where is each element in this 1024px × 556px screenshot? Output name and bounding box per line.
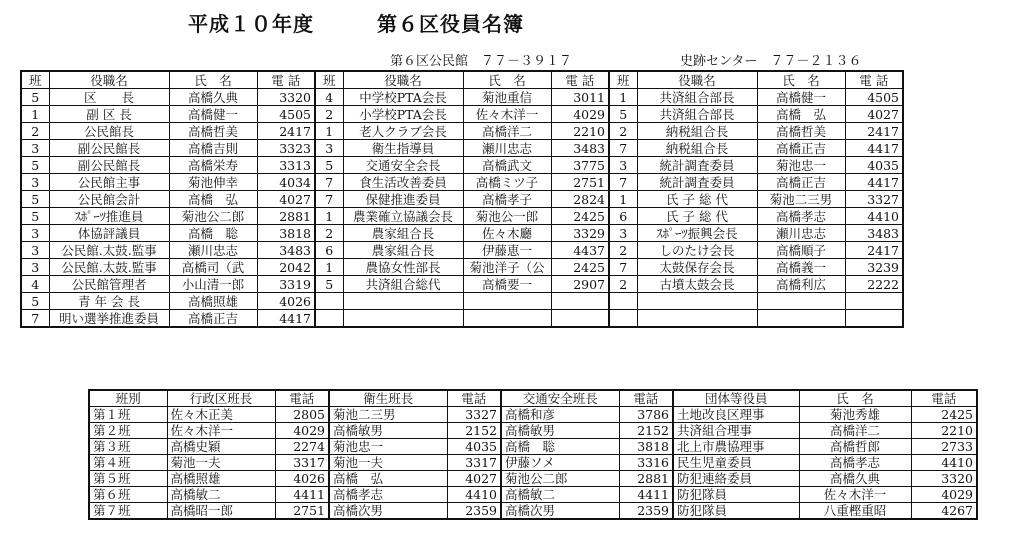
officer-row xyxy=(21,140,903,157)
officer-position-cell: 公民館会計 xyxy=(49,191,169,208)
phone-cell: 2805 xyxy=(275,407,329,423)
officer-group-cell: 7 xyxy=(609,259,637,276)
officer-phone-cell xyxy=(845,293,903,310)
officer-header-cell: 班 xyxy=(315,71,343,89)
group-cell: 第５班 xyxy=(89,471,167,487)
officer-name-cell: 高橋栄寿 xyxy=(169,157,257,174)
officer-position-cell: 統計調査委員 xyxy=(637,157,757,174)
contact-kominkan-name: 第６区公民館 xyxy=(390,54,469,69)
organization-cell: 共済組合理事 xyxy=(673,423,799,439)
phone-cell: 2359 xyxy=(619,503,673,520)
group-cell: 第４班 xyxy=(89,455,167,471)
phone-cell: 4029 xyxy=(911,487,977,503)
officer-group-cell: 5 xyxy=(21,191,49,208)
officer-group-cell: 2 xyxy=(609,123,637,140)
officer-row xyxy=(21,259,903,276)
officer-phone-cell: 3011 xyxy=(551,89,609,106)
officer-group-cell: 2 xyxy=(315,225,343,242)
officer-group-cell: 5 xyxy=(315,157,343,174)
officer-header-cell: 氏 名 xyxy=(757,71,845,89)
officer-row xyxy=(21,106,903,123)
officer-position-cell: 共済組合総代 xyxy=(343,276,463,293)
officer-name-cell: 高橋孝子 xyxy=(463,191,551,208)
officer-phone-cell: 4034 xyxy=(257,174,315,191)
group-cell: 第１班 xyxy=(89,407,167,423)
officer-phone-cell: 3775 xyxy=(551,157,609,174)
phone-cell: 2274 xyxy=(275,439,329,455)
page-title: 平成１０年度 第６区役員名簿 xyxy=(188,12,524,36)
officer-group-cell: 1 xyxy=(315,259,343,276)
group-leader-row xyxy=(89,471,977,487)
officer-row xyxy=(21,89,903,106)
officer-group-cell: 7 xyxy=(609,174,637,191)
officer-phone-cell: 4410 xyxy=(845,208,903,225)
officer-group-cell: 1 xyxy=(609,89,637,106)
group-leader-header-cell: 電話 xyxy=(275,390,329,407)
officer-row xyxy=(21,310,903,328)
officer-group-cell: 3 xyxy=(609,225,637,242)
officer-header-cell: 役職名 xyxy=(49,71,169,89)
officer-header-cell: 電 話 xyxy=(551,71,609,89)
officer-position-cell: 公民館主事 xyxy=(49,174,169,191)
officer-row xyxy=(21,123,903,140)
phone-cell: 2359 xyxy=(447,503,501,520)
officer-position-cell: 共済組合部長 xyxy=(637,89,757,106)
admin-leader-cell: 高橋敏二 xyxy=(167,487,275,503)
officer-row xyxy=(21,276,903,293)
officer-phone-cell: 4027 xyxy=(257,191,315,208)
health-leader-cell: 菊池二三男 xyxy=(329,407,447,423)
officer-name-cell: 高橋正吉 xyxy=(757,140,845,157)
traffic-leader-cell: 伊藤ソメ xyxy=(501,455,619,471)
phone-cell: 2881 xyxy=(619,471,673,487)
contact-shiseki-tel: ７７－２１３６ xyxy=(770,54,862,69)
officer-group-cell: 3 xyxy=(21,259,49,276)
group-leader-row xyxy=(89,407,977,423)
officer-name-cell: 高橋健一 xyxy=(169,106,257,123)
phone-cell: 4035 xyxy=(447,439,501,455)
officer-group-cell: 1 xyxy=(315,208,343,225)
officer-name-cell: 高橋哲美 xyxy=(169,123,257,140)
officer-name-cell: 高橋正吉 xyxy=(757,174,845,191)
officer-name-cell: 菊池公二郎 xyxy=(169,208,257,225)
officer-name-cell: 菊池忠一 xyxy=(757,157,845,174)
officer-group-cell: 1 xyxy=(609,191,637,208)
group-leader-row xyxy=(89,439,977,455)
contact-kominkan xyxy=(390,50,572,69)
officer-group-cell: 3 xyxy=(21,174,49,191)
officer-phone-cell: 2751 xyxy=(551,174,609,191)
officer-group-cell: 5 xyxy=(21,293,49,310)
phone-cell: 2210 xyxy=(911,423,977,439)
officer-phone-cell: 4505 xyxy=(257,106,315,123)
health-leader-cell: 高橋次男 xyxy=(329,503,447,520)
officer-name-cell: 高橋順子 xyxy=(757,242,845,259)
group-leader-header-cell: 班別 xyxy=(89,390,167,407)
officer-group-cell: 6 xyxy=(315,242,343,259)
officer-group-cell: 5 xyxy=(21,89,49,106)
member-name-cell: 高橋久典 xyxy=(799,471,911,487)
officer-name-cell: 高橋利広 xyxy=(757,276,845,293)
officer-name-cell: 高橋健一 xyxy=(757,89,845,106)
officer-position-cell: 農家組合長 xyxy=(343,242,463,259)
officer-phone-cell: 2881 xyxy=(257,208,315,225)
officer-group-cell: 5 xyxy=(609,106,637,123)
group-leader-row xyxy=(89,455,977,471)
officer-position-cell: 太鼓保存会長 xyxy=(637,259,757,276)
phone-cell: 2425 xyxy=(911,407,977,423)
officer-position-cell: 青 年 会 長 xyxy=(49,293,169,310)
officer-phone-cell: 4505 xyxy=(845,89,903,106)
officer-position-cell: ｽﾎﾟｰﾂ推進員 xyxy=(49,208,169,225)
health-leader-cell: 菊池忠一 xyxy=(329,439,447,455)
officer-name-cell: 高橋洋二 xyxy=(463,123,551,140)
officer-position-cell: しのたけ会長 xyxy=(637,242,757,259)
officer-name-cell: 高橋照雄 xyxy=(169,293,257,310)
officer-position-cell: 衛生指導員 xyxy=(343,140,463,157)
officer-group-cell xyxy=(315,310,343,328)
officer-position-cell: 小学校PTA会長 xyxy=(343,106,463,123)
officer-phone-cell xyxy=(845,310,903,328)
traffic-leader-cell: 高橋 聡 xyxy=(501,439,619,455)
officer-phone-cell: 3320 xyxy=(257,89,315,106)
officer-phone-cell: 3239 xyxy=(845,259,903,276)
group-leader-header-cell: 氏 名 xyxy=(799,390,911,407)
officer-position-cell: 保健推進委員 xyxy=(343,191,463,208)
officer-group-cell: 1 xyxy=(21,106,49,123)
organization-cell: 北上市農協理事 xyxy=(673,439,799,455)
officer-phone-cell xyxy=(551,310,609,328)
officer-name-cell: 菊池公一郎 xyxy=(463,208,551,225)
officer-name-cell: 高橋 弘 xyxy=(169,191,257,208)
officer-phone-cell: 3313 xyxy=(257,157,315,174)
group-leader-table-header xyxy=(89,390,977,407)
member-name-cell: 高橋哲郎 xyxy=(799,439,911,455)
phone-cell: 4029 xyxy=(275,423,329,439)
officer-group-cell: 3 xyxy=(21,225,49,242)
officer-name-cell: 高橋 聡 xyxy=(169,225,257,242)
officer-group-cell: 3 xyxy=(21,242,49,259)
group-cell: 第２班 xyxy=(89,423,167,439)
organization-cell: 防犯連絡委員 xyxy=(673,471,799,487)
officer-name-cell: 伊藤恵一 xyxy=(463,242,551,259)
officer-name-cell: 高橋武文 xyxy=(463,157,551,174)
phone-cell: 3317 xyxy=(447,455,501,471)
officer-position-cell: 食生活改善委員 xyxy=(343,174,463,191)
officer-position-cell: 公民館.太鼓.監事 xyxy=(49,242,169,259)
officer-phone-cell xyxy=(551,293,609,310)
officer-phone-cell: 4417 xyxy=(257,310,315,328)
officer-phone-cell: 3327 xyxy=(845,191,903,208)
officer-group-cell: 2 xyxy=(609,276,637,293)
officer-group-cell: 3 xyxy=(21,140,49,157)
group-leader-header-cell: 行政区班長 xyxy=(167,390,275,407)
member-name-cell: 佐々木洋一 xyxy=(799,487,911,503)
phone-cell: 4027 xyxy=(447,471,501,487)
officer-name-cell: 高橋 弘 xyxy=(757,106,845,123)
phone-cell: 4026 xyxy=(275,471,329,487)
group-leader-row xyxy=(89,487,977,503)
officer-position-cell: 農家組合長 xyxy=(343,225,463,242)
officer-phone-cell: 4417 xyxy=(845,174,903,191)
officer-position-cell xyxy=(637,293,757,310)
contact-kominkan-tel: ７７－３９１７ xyxy=(481,54,573,69)
officer-phone-cell: 4029 xyxy=(551,106,609,123)
member-name-cell: 高橋洋二 xyxy=(799,423,911,439)
officer-name-cell: 瀬川忠志 xyxy=(169,242,257,259)
officer-header-cell: 氏 名 xyxy=(463,71,551,89)
member-name-cell: 高橋孝志 xyxy=(799,455,911,471)
officer-group-cell: 4 xyxy=(21,276,49,293)
officer-phone-cell: 3818 xyxy=(257,225,315,242)
officer-phone-cell: 3319 xyxy=(257,276,315,293)
group-leader-row xyxy=(89,423,977,439)
officer-position-cell: 副公民館長 xyxy=(49,140,169,157)
admin-leader-cell: 菊池一夫 xyxy=(167,455,275,471)
officer-phone-cell: 3483 xyxy=(257,242,315,259)
phone-cell: 3786 xyxy=(619,407,673,423)
officer-group-cell: 7 xyxy=(315,191,343,208)
officer-name-cell: 菊池洋子（公 xyxy=(463,259,551,276)
phone-cell: 4410 xyxy=(447,487,501,503)
admin-leader-cell: 佐々木正美 xyxy=(167,407,275,423)
officer-phone-cell: 2824 xyxy=(551,191,609,208)
organization-cell: 民生児童委員 xyxy=(673,455,799,471)
officer-table-header xyxy=(21,71,903,89)
officer-name-cell: 高橋孝志 xyxy=(757,208,845,225)
officer-position-cell: 農協女性部長 xyxy=(343,259,463,276)
traffic-leader-cell: 高橋敏二 xyxy=(501,487,619,503)
officer-header-cell: 役職名 xyxy=(637,71,757,89)
officer-header-cell: 役職名 xyxy=(343,71,463,89)
officer-position-cell: 氏 子 総 代 xyxy=(637,208,757,225)
officer-position-cell xyxy=(343,293,463,310)
group-leader-header-cell: 衛生班長 xyxy=(329,390,447,407)
phone-cell: 2733 xyxy=(911,439,977,455)
admin-leader-cell: 高橋照雄 xyxy=(167,471,275,487)
officer-phone-cell: 2425 xyxy=(551,208,609,225)
health-leader-cell: 菊池一夫 xyxy=(329,455,447,471)
officer-group-cell: 4 xyxy=(315,89,343,106)
group-cell: 第７班 xyxy=(89,503,167,520)
officer-phone-cell: 3483 xyxy=(551,140,609,157)
officer-group-cell: 6 xyxy=(609,208,637,225)
officer-name-cell: 高橋要一 xyxy=(463,276,551,293)
officer-position-cell: 古墳太鼓会長 xyxy=(637,276,757,293)
officer-name-cell: 高橋義一 xyxy=(757,259,845,276)
officer-row xyxy=(21,293,903,310)
officer-group-cell: 7 xyxy=(315,174,343,191)
traffic-leader-cell: 高橋和彦 xyxy=(501,407,619,423)
officer-position-cell: 納税組合長 xyxy=(637,140,757,157)
officer-phone-cell: 2042 xyxy=(257,259,315,276)
group-leader-table xyxy=(88,389,978,520)
officer-group-cell: 2 xyxy=(609,242,637,259)
group-leader-header-cell: 団体等役員 xyxy=(673,390,799,407)
officer-position-cell: 中学校PTA会長 xyxy=(343,89,463,106)
officer-phone-cell: 2417 xyxy=(845,123,903,140)
phone-cell: 2751 xyxy=(275,503,329,520)
officer-position-cell: 区 長 xyxy=(49,89,169,106)
officer-name-cell xyxy=(757,293,845,310)
health-leader-cell: 高橋敏男 xyxy=(329,423,447,439)
officer-name-cell xyxy=(463,310,551,328)
officer-phone-cell: 2210 xyxy=(551,123,609,140)
officer-group-cell: 7 xyxy=(609,140,637,157)
phone-cell: 3327 xyxy=(447,407,501,423)
officer-group-cell: 2 xyxy=(21,123,49,140)
officer-table xyxy=(20,70,904,328)
officer-header-cell: 氏 名 xyxy=(169,71,257,89)
officer-group-cell xyxy=(609,293,637,310)
group-leader-header-cell: 電話 xyxy=(911,390,977,407)
officer-name-cell: 菊池二三男 xyxy=(757,191,845,208)
group-leader-header-cell: 交通安全班長 xyxy=(501,390,619,407)
officer-row xyxy=(21,174,903,191)
officer-phone-cell: 2222 xyxy=(845,276,903,293)
officer-position-cell: 体協評議員 xyxy=(49,225,169,242)
phone-cell: 2152 xyxy=(447,423,501,439)
organization-cell: 防犯隊員 xyxy=(673,503,799,520)
traffic-leader-cell: 高橋次男 xyxy=(501,503,619,520)
phone-cell: 3818 xyxy=(619,439,673,455)
officer-phone-cell: 4417 xyxy=(845,140,903,157)
officer-position-cell: 共済組合部長 xyxy=(637,106,757,123)
phone-cell: 3320 xyxy=(911,471,977,487)
officer-position-cell: 老人クラブ会長 xyxy=(343,123,463,140)
officer-name-cell: 瀬川忠志 xyxy=(463,140,551,157)
officer-name-cell: 高橋久典 xyxy=(169,89,257,106)
officer-name-cell: 佐々木洋一 xyxy=(463,106,551,123)
officer-position-cell: 明い選挙推進委員 xyxy=(49,310,169,328)
admin-leader-cell: 高橋史穎 xyxy=(167,439,275,455)
traffic-leader-cell: 高橋敏男 xyxy=(501,423,619,439)
officer-phone-cell: 2907 xyxy=(551,276,609,293)
health-leader-cell: 高橋孝志 xyxy=(329,487,447,503)
officer-group-cell: 7 xyxy=(21,310,49,328)
officer-phone-cell: 4437 xyxy=(551,242,609,259)
phone-cell: 4267 xyxy=(911,503,977,520)
contact-shiseki-name: 史跡センター xyxy=(680,54,758,69)
organization-cell: 防犯隊員 xyxy=(673,487,799,503)
officer-position-cell: 農業確立協議会長 xyxy=(343,208,463,225)
group-leader-header-cell: 電話 xyxy=(619,390,673,407)
officer-name-cell: 高橋司（武 xyxy=(169,259,257,276)
group-cell: 第３班 xyxy=(89,439,167,455)
officer-header-cell: 電 話 xyxy=(845,71,903,89)
phone-cell: 3317 xyxy=(275,455,329,471)
officer-name-cell xyxy=(463,293,551,310)
officer-phone-cell: 3323 xyxy=(257,140,315,157)
contact-shiseki xyxy=(680,50,862,69)
officer-group-cell: 3 xyxy=(315,140,343,157)
officer-row xyxy=(21,208,903,225)
group-leader-row xyxy=(89,503,977,520)
officer-name-cell: 菊池重信 xyxy=(463,89,551,106)
officer-phone-cell: 3329 xyxy=(551,225,609,242)
officer-group-cell: 1 xyxy=(315,123,343,140)
officer-row xyxy=(21,157,903,174)
officer-position-cell: 公民館管理者 xyxy=(49,276,169,293)
phone-cell: 2152 xyxy=(619,423,673,439)
officer-position-cell: 統計調査委員 xyxy=(637,174,757,191)
officer-group-cell: 5 xyxy=(315,276,343,293)
officer-group-cell: 5 xyxy=(21,208,49,225)
officer-phone-cell: 3483 xyxy=(845,225,903,242)
officer-name-cell: 高橋哲美 xyxy=(757,123,845,140)
officer-position-cell: 氏 子 総 代 xyxy=(637,191,757,208)
officer-group-cell xyxy=(609,310,637,328)
officer-name-cell: 高橋ミツ子 xyxy=(463,174,551,191)
officer-position-cell: ｽﾎﾟｰﾂ振興会長 xyxy=(637,225,757,242)
member-name-cell: 八重樫重昭 xyxy=(799,503,911,520)
officer-group-cell: 3 xyxy=(609,157,637,174)
officer-name-cell: 菊池伸幸 xyxy=(169,174,257,191)
officer-header-cell: 班 xyxy=(609,71,637,89)
officer-phone-cell: 2417 xyxy=(257,123,315,140)
officer-group-cell: 5 xyxy=(21,157,49,174)
officer-position-cell: 交通安全会長 xyxy=(343,157,463,174)
officer-position-cell xyxy=(343,310,463,328)
phone-cell: 4410 xyxy=(911,455,977,471)
group-cell: 第６班 xyxy=(89,487,167,503)
officer-phone-cell: 2417 xyxy=(845,242,903,259)
officer-phone-cell: 4027 xyxy=(845,106,903,123)
officer-group-cell: 2 xyxy=(315,106,343,123)
officer-phone-cell: 4026 xyxy=(257,293,315,310)
officer-row xyxy=(21,225,903,242)
officer-group-cell xyxy=(315,293,343,310)
officer-phone-cell: 2425 xyxy=(551,259,609,276)
officer-name-cell xyxy=(757,310,845,328)
traffic-leader-cell: 菊池公二郎 xyxy=(501,471,619,487)
phone-cell: 4411 xyxy=(619,487,673,503)
phone-cell: 3316 xyxy=(619,455,673,471)
admin-leader-cell: 高橋昭一郎 xyxy=(167,503,275,520)
officer-name-cell: 小山清一郎 xyxy=(169,276,257,293)
officer-position-cell: 副公民館長 xyxy=(49,157,169,174)
officer-position-cell: 副 区 長 xyxy=(49,106,169,123)
member-name-cell: 菊池秀雄 xyxy=(799,407,911,423)
officer-position-cell: 公民館.太鼓.監事 xyxy=(49,259,169,276)
officer-header-cell: 班 xyxy=(21,71,49,89)
officer-position-cell: 納税組合長 xyxy=(637,123,757,140)
officer-name-cell: 高橋正吉 xyxy=(169,310,257,328)
officer-position-cell: 公民館長 xyxy=(49,123,169,140)
officer-header-cell: 電 話 xyxy=(257,71,315,89)
officer-name-cell: 瀬川忠志 xyxy=(757,225,845,242)
health-leader-cell: 高橋 弘 xyxy=(329,471,447,487)
admin-leader-cell: 佐々木洋一 xyxy=(167,423,275,439)
officer-name-cell: 高橋吉則 xyxy=(169,140,257,157)
officer-row xyxy=(21,242,903,259)
phone-cell: 4411 xyxy=(275,487,329,503)
officer-name-cell: 佐々木廳 xyxy=(463,225,551,242)
officer-phone-cell: 4035 xyxy=(845,157,903,174)
officer-row xyxy=(21,191,903,208)
organization-cell: 土地改良区理事 xyxy=(673,407,799,423)
officer-position-cell xyxy=(637,310,757,328)
group-leader-header-cell: 電話 xyxy=(447,390,501,407)
